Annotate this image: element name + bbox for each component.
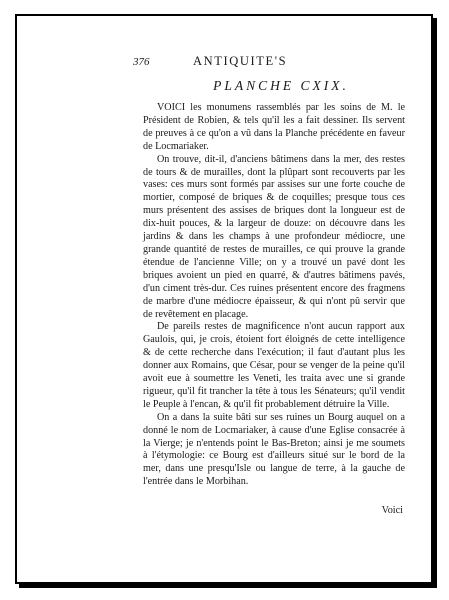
body-text [143,102,405,489]
paragraph-2: On trouve, dit-il, d'anciens bâtimens dans la mer, des restes de tours & de murailles, dont la plûpart sont recouverts par les vases: ces murs sont formés par assises sur une forte couche de mortier, composé de briques & de coquilles; presque tous ces murs présentent des assises de briques dont la longueur est de dix-huit pouces, & la largeur de douze: on découvre dans les jardins & dans les champs à une profondeur médiocre, une grande quantité de restes de murailles, ce qui prouve la grande étendue de l'ancienne Ville; on y a trouvé un pavé dont les briques avoient un pied en quarré, & d'autres bâtimens pavés, d'un ciment très-dur. Ces ruines présentent encore des fragmens de marbre d'une médiocre épaisseur, & qui n'ont pû servir que de revêtement en placage. [143,153,405,320]
paragraph-1: VOICI les monumens rassemblés par les soins de M. le Président de Robien, & tels qu'il les a fait dessiner. Ils servent de preuves à ce qu'on a vû dans la Planche précédente en faveur de Locmariaker. [143,102,405,152]
paragraph-4: On a dans la suite bâti sur ses ruines un Bourg auquel on a donné le nom de Locmariaker, à cause d'une Eglise consacrée à la Vierge; je n'entends point le Bas-Breton; ainsi je me soumets à l'étymologie: ce Bourg est d'ailleurs situé sur le bord de la mer, dans une presqu'Isle ou langue de terre, à la gauche de l'entrée dans le Morbihan. [143,411,405,488]
running-head-title: ANTIQUITE'S [193,54,288,68]
plate-title: PLANCHE CXIX. [213,78,349,93]
page-number: 376 [133,56,150,68]
paragraph-3: De pareils restes de magnificence n'ont aucun rapport aux Gaulois, qui, je crois, étoient fort éloignés de cette intelligence & de cette recherche dans l'exécution; il faut d'autant plus les donner aux Romains, que César, pour se venger de la peine qu'il avoit eue à soumettre les Veneti, les traita avec une si grande rigueur, qu'il fit trancher la tête à tous les Sénateurs; qu'il vendit le Peuple à l'encan, & qu'il fit probablement détruire la Ville. [143,321,405,410]
running-head [133,53,405,69]
catchword: Voici [381,505,403,517]
book-page [133,53,405,517]
